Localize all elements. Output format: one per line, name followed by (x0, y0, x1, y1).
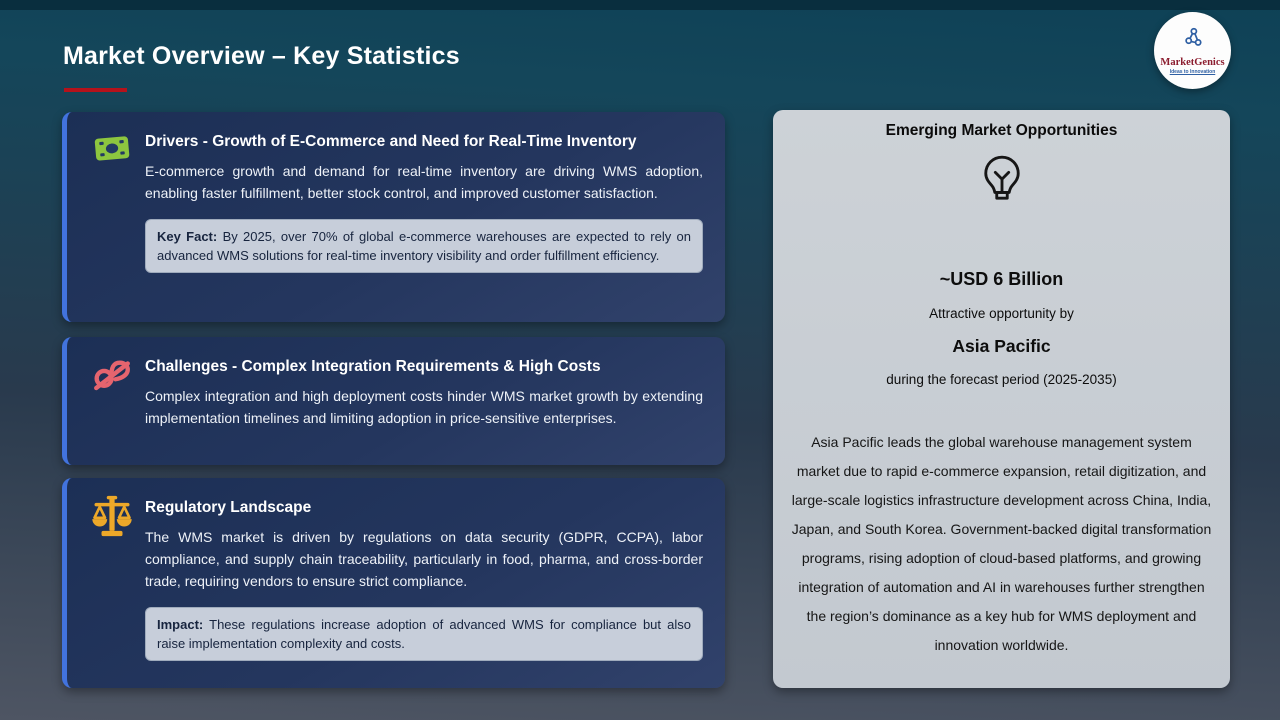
regulatory-card (62, 478, 725, 688)
scales-icon (91, 495, 133, 537)
card-title: Regulatory Landscape (145, 499, 312, 516)
lightbulb-icon (981, 154, 1023, 213)
molecule-icon (1181, 27, 1205, 56)
page-title: Market Overview – Key Statistics (63, 42, 460, 70)
panel-title: Emerging Market Opportunities (885, 122, 1118, 139)
key-fact-box (145, 219, 703, 273)
opportunity-region: Asia Pacific (952, 336, 1051, 356)
money-icon (91, 129, 133, 171)
logo-name: MarketGenics (1160, 56, 1225, 68)
card-body: Complex integration and high deployment costs hinder WMS market growth by extending implementation timelines and limiting adoption in price-sensitive enterprises. (145, 388, 703, 426)
drivers-card (62, 112, 725, 322)
callout-label: Key Fact: (157, 229, 218, 244)
knot-icon (91, 354, 133, 396)
card-title: Challenges - Complex Integration Requirements & High Costs (145, 358, 601, 375)
opportunity-panel (773, 110, 1230, 688)
callout-text: These regulations increase adoption of advanced WMS for compliance but also raise implementation complexity and costs. (157, 617, 691, 651)
callout-text: By 2025, over 70% of global e-commerce warehouses are expected to rely on advanced WMS solutions for real-time inventory visibility and order fulfillment efficiency. (157, 229, 691, 263)
title-underline (64, 88, 127, 92)
opportunity-value: ~USD 6 Billion (939, 269, 1064, 289)
logo (1154, 12, 1231, 89)
logo-tagline: Ideas to Innovation (1169, 68, 1216, 75)
impact-box (145, 607, 703, 661)
opportunity-subtitle: Attractive opportunity by (929, 306, 1074, 321)
card-body: The WMS market is driven by regulations on data security (GDPR, CCPA), labor compliance, and supply chain traceability, particularly in food, pharma, and cross-border trade, requiring vendors to ensure strict compliance. (145, 529, 703, 589)
card-body: E-commerce growth and demand for real-time inventory are driving WMS adoption, enabling faster fulfillment, better stock control, and improved customer satisfaction. (145, 163, 703, 201)
card-title: Drivers - Growth of E-Commerce and Need for Real-Time Inventory (145, 133, 637, 150)
callout-label: Impact: (157, 617, 204, 632)
opportunity-period: during the forecast period (2025-2035) (886, 372, 1117, 387)
top-accent-bar (0, 0, 1280, 10)
opportunity-description: Asia Pacific leads the global warehouse management system market due to rapid e-commerce expansion, retail digitization, and large-scale logistics infrastructure development across China, India, Japan, and South Korea. Government-backed digital transformation programs, rising adoption of cloud-based platforms, and growing integration of automation and AI in warehouses further strengthen the region’s dominance as a key hub for WMS deployment and innovation worldwide. (791, 434, 1212, 653)
challenges-card (62, 337, 725, 465)
